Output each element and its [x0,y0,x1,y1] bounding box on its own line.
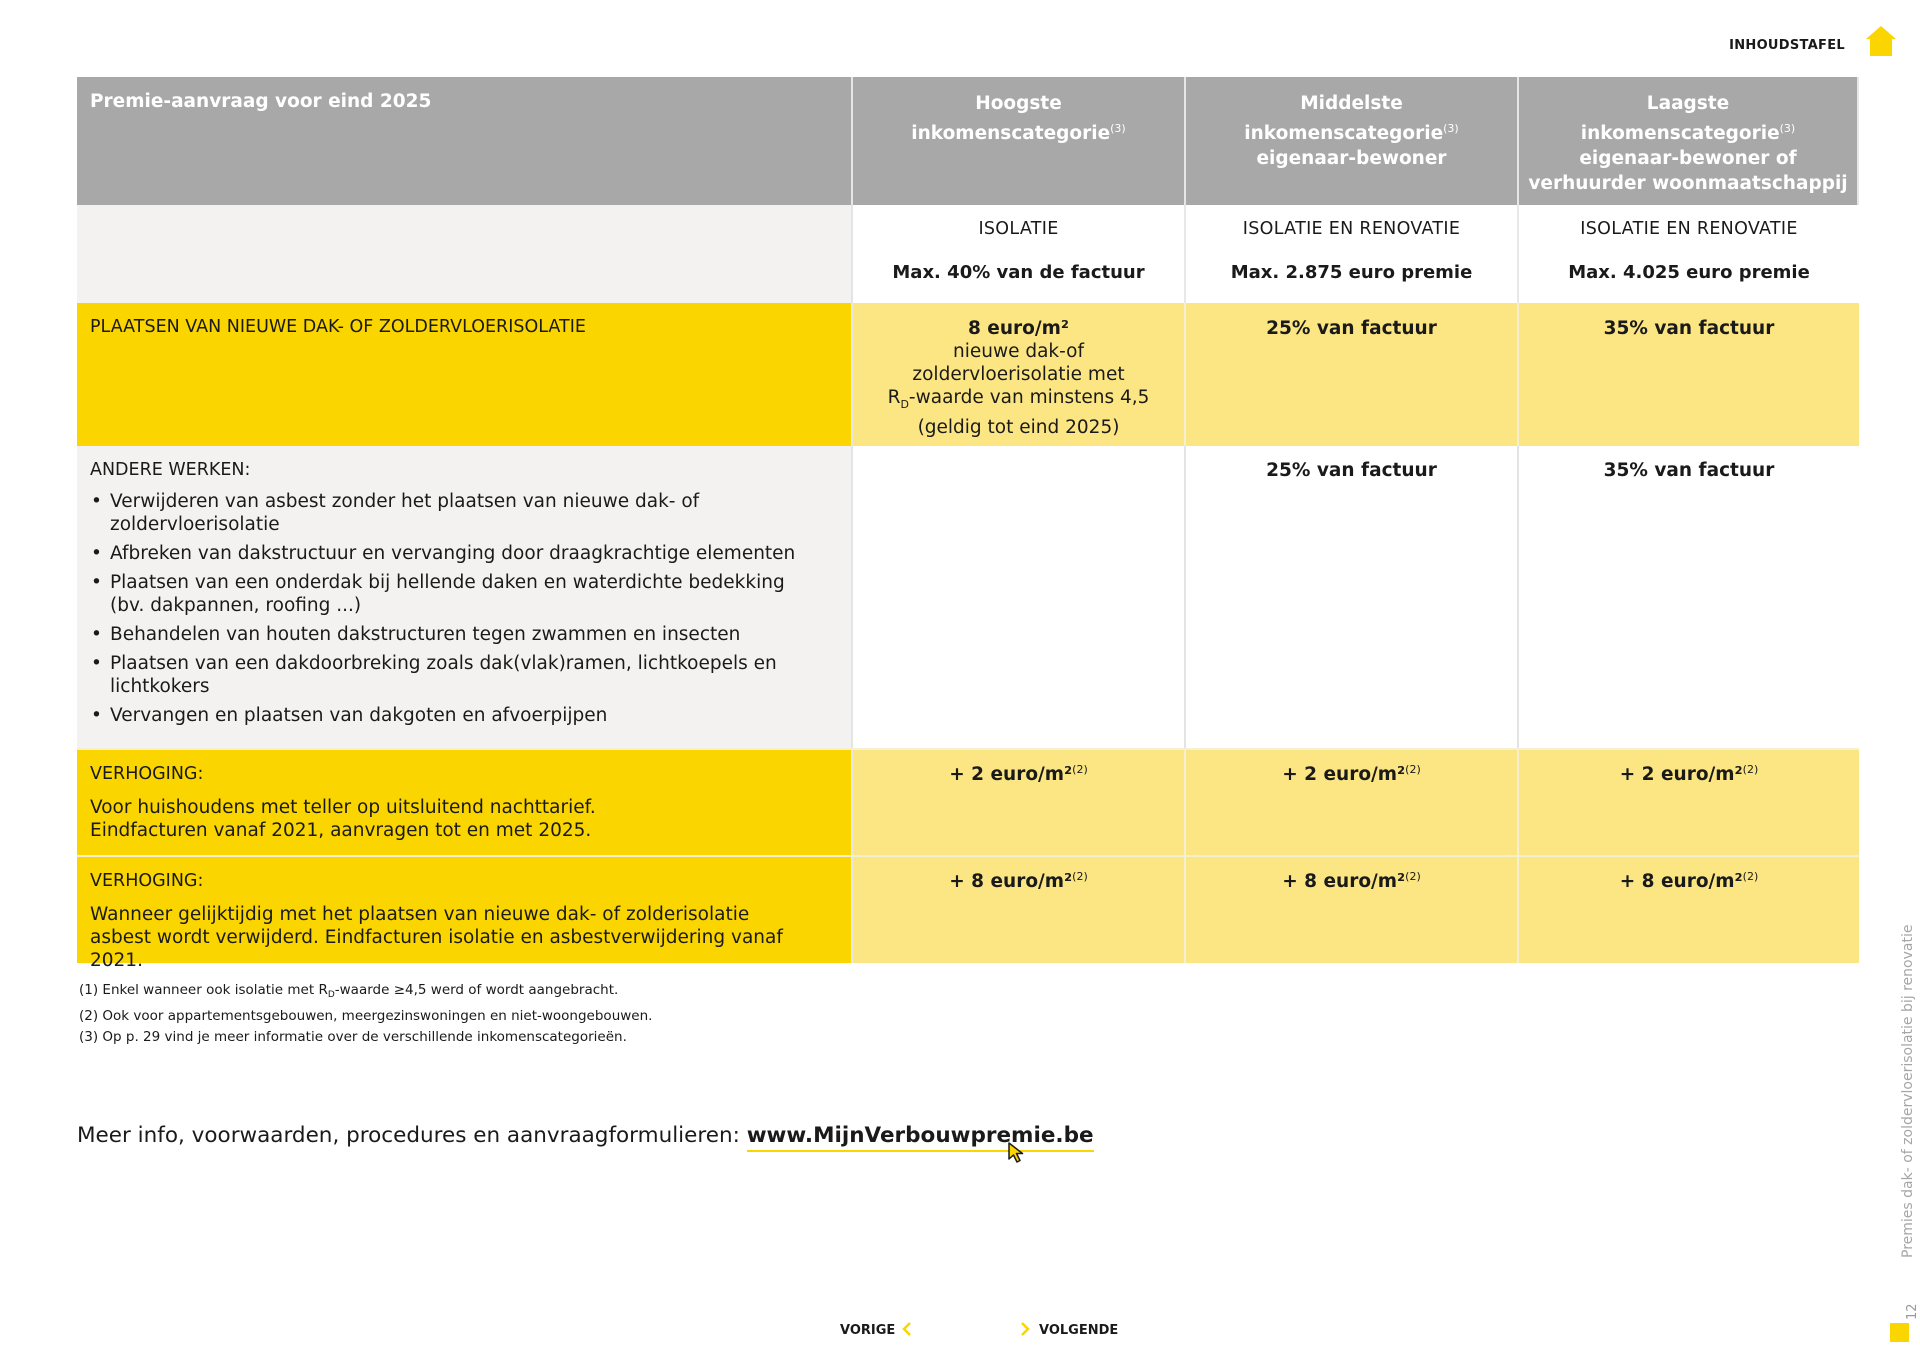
subheader-empty [77,205,853,303]
list-item: • Afbreken van dakstructuur en vervanging door draagkrachtige elementen [90,542,820,565]
table-cell: 35% van factuur [1519,446,1859,748]
table-row-verhoging-asbest [77,855,1859,971]
next-link[interactable]: VOLGENDE [1039,1323,1119,1338]
table-header-row [77,77,1859,205]
table-cell: + 8 euro/m²$^{(2)}$ [1186,857,1519,963]
list-item: • Verwijderen van asbest zonder het plaatsen van nieuwe dak- of zoldervloerisolatie [90,490,820,536]
subheader-col2: ISOLATIE EN RENOVATIE Max. 2.875 euro premie [1186,205,1519,303]
header-col-highest: Hoogste inkomenscategorie$^{(3)}$ [853,77,1186,205]
list-item: • Vervangen en plaatsen van dakgoten en afvoerpijpen [90,704,820,727]
table-row-dakisolatie [77,303,1859,446]
cursor-icon [1007,1141,1029,1165]
more-info-text: Meer info, voorwaarden, procedures en aanvraagformulieren: [77,1123,747,1148]
chevron-left-icon[interactable] [902,1322,912,1336]
more-info [77,1123,1094,1148]
header-col-middle: Middelste inkomenscategorie$^{(3)}$ eigenaar-bewoner [1186,77,1519,205]
row-label: VERHOGING: Wanneer gelijktijdig met het plaatsen van nieuwe dak- of zolderisolatie asbest wordt verwijderd. Eindfacturen isolatie en asbestverwijdering vanaf 2021. [77,857,853,963]
table-cell: + 8 euro/m²$^{(2)}$ [1519,857,1859,963]
row-label: ANDERE WERKEN: • Verwijderen van asbest zonder het plaatsen van nieuwe dak- of zoldervloerisolatie • Afbreken van dakstructuur en vervanging door draagkrachtige elementen • Plaatsen van een onderdak bij hellende daken en waterdichte bedekking (bv. dakpannen, roofing ...) • Behandelen van houten dakstructuren tegen zwammen en insecten • Plaatsen van een dakdoorbreking zoals dak(vlak)ramen, lichtkoepels en lichtkokers • Vervangen en plaatsen van dakgoten en afvoerpijpen [77,446,853,748]
previous-link[interactable]: VORIGE [840,1323,896,1338]
list-item: • Plaatsen van een dakdoorbreking zoals dak(vlak)ramen, lichtkoepels en lichtkokers [90,652,820,698]
table-subheader-row [77,205,1859,303]
footnotes [79,980,652,1048]
house-icon[interactable] [1864,24,1898,58]
header-col-lowest: Laagste inkomenscategorie$^{(3)}$ eigenaar-bewoner of verhuurder woonmaatschappij [1519,77,1859,205]
works-list [90,490,838,727]
table-row-verhoging-nachttarief [77,748,1859,855]
table-cell [853,446,1186,748]
subheader-col3: ISOLATIE EN RENOVATIE Max. 4.025 euro premie [1568,219,1810,283]
header-label: Premie-aanvraag voor eind 2025 [77,77,853,205]
table-cell: + 2 euro/m²$^{(2)}$ [853,750,1186,855]
toc-link[interactable]: INHOUDSTAFEL [1729,38,1845,53]
page-number: 12 [1905,1303,1920,1320]
table-row-andere-werken [77,446,1859,748]
footnote-2: (2) Ook voor appartementsgebouwen, meergezinswoningen en niet-woongebouwen. [79,1008,653,1024]
website-link[interactable]: www.MijnVerbouwpremie.be [747,1123,1094,1152]
table-cell: 25% van factuur [1186,303,1519,446]
table-cell: 35% van factuur [1519,303,1859,446]
list-item: • Plaatsen van een onderdak bij hellende daken en waterdichte bedekking (bv. dakpannen, roofing ...) [90,571,820,617]
footnote-1: (1) Enkel wanneer ook isolatie met $R_D$-waarde ≥4,5 werd of wordt aangebracht. [79,982,619,1000]
row-label: PLAATSEN VAN NIEUWE DAK- OF ZOLDERVLOERISOLATIE [77,303,853,446]
footnote-3: (3) Op p. 29 vind je meer informatie over de verschillende inkomenscategorieën. [79,1029,627,1045]
subheader-col1: ISOLATIE Max. 40% van de factuur [853,205,1186,303]
table-cell: 8 euro/m² nieuwe dak-of zoldervloerisolatie met $R_D$-waarde van minstens 4,5 (geldig tot eind 2025) [853,303,1186,446]
side-section-title: Premies dak- of zoldervloerisolatie bij renovatie [1900,924,1916,1258]
table-cell: + 2 euro/m²$^{(2)}$ [1519,750,1859,855]
chevron-right-icon[interactable] [1020,1322,1030,1336]
list-item: • Behandelen van houten dakstructuren tegen zwammen en insecten [90,623,820,646]
row-label: VERHOGING: Voor huishoudens met teller op uitsluitend nachttarief. Eindfacturen vanaf 2021, aanvragen tot en met 2025. [77,750,853,855]
page-marker [1890,1323,1909,1342]
table-cell: + 8 euro/m²$^{(2)}$ [853,857,1186,963]
premium-table [77,77,1859,971]
table-cell: 25% van factuur [1186,446,1519,748]
table-cell: + 2 euro/m²$^{(2)}$ [1186,750,1519,855]
